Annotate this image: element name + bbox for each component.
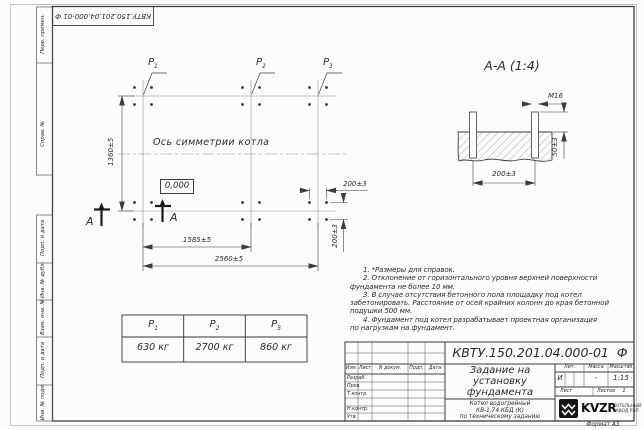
margin-label-inv-podl: Инв. № подл. xyxy=(40,383,47,421)
plan-view-lines xyxy=(94,73,368,271)
stamp-row-nkontr: Н.контр. xyxy=(347,407,369,412)
table-value-p2: 2700 кг xyxy=(195,342,234,353)
notes-block xyxy=(350,267,636,333)
note-line: забетонировать. Расстояние от осей крайних колонн до края бетонной xyxy=(350,299,609,308)
stamp-sheets-label: Листов xyxy=(597,388,615,394)
stamp-sheets-value: 1 xyxy=(622,388,626,394)
section-cut-marks xyxy=(94,199,171,226)
stamp-sheet-label: Лист xyxy=(560,388,573,394)
dim-1360: 1360±5 xyxy=(107,137,116,166)
stamp-row-razrab: Разраб. xyxy=(347,375,366,381)
table-value-p3: 860 кг xyxy=(260,342,292,353)
load-point-label-p1: $P_1$ xyxy=(148,57,158,70)
kvzr-logo-text: KVZR xyxy=(581,401,617,415)
dim-50: 50±3 xyxy=(551,137,560,157)
stamp-scale-value: 1:15 xyxy=(613,374,629,382)
stamp-col-ndoc: N докум. xyxy=(378,366,402,371)
section-letter-a1: А xyxy=(86,215,94,228)
margin-label-sprav-n: Справ. № xyxy=(40,121,47,147)
margin-label-vzam-inv: Взам. инв. № xyxy=(40,298,47,335)
bolt-thread-label: М16 xyxy=(548,92,563,100)
table-value-p1: 630 кг xyxy=(137,342,169,353)
stamp-row-utv: Утв. xyxy=(347,414,358,420)
stamp-mass-label: Масса xyxy=(588,365,604,370)
stamp-col-izm: Изм. xyxy=(345,366,358,371)
note-line: 3. В случае отсутствия бетонного пола площадку под котел xyxy=(363,290,582,299)
symmetry-axis-label: Ось симметрии котла xyxy=(153,137,270,148)
anchor-bolt-right xyxy=(532,112,539,158)
stamp-col-data: Дата xyxy=(428,366,442,371)
load-point-label-p2: $P_2$ xyxy=(256,57,266,70)
stamp-lit-value: И xyxy=(557,374,563,382)
dim-200-top: 200±3 xyxy=(343,180,367,188)
table-header-p3: $P_3$ xyxy=(271,319,281,332)
margin-label-perv-primen: Перв. примен. xyxy=(40,14,47,54)
stamp-product: Котел водогрейный КВ-1,74 КБД (К) по техническому заданию xyxy=(459,401,541,421)
load-point-label-p3: $P_3$ xyxy=(323,57,333,70)
dim-200-section: 200±3 xyxy=(492,170,516,178)
section-title: А-А (1:4) xyxy=(484,58,540,73)
stamp-col-podp: Подп. xyxy=(409,366,424,371)
note-line: 2. Отклонение от горизонтального уровня верхней поверхности xyxy=(363,274,598,283)
anchor-bolt-left xyxy=(470,112,477,158)
stamp-col-list: Лист xyxy=(358,366,372,371)
note-line: по нагрузкам на фундамент. xyxy=(350,324,455,333)
dim-2560: 2560±5 xyxy=(214,255,244,263)
stamp-row-prov: Пров. xyxy=(347,383,361,389)
stamp-title: Задание на установку фундамента xyxy=(466,365,534,398)
dim-1585: 1585±5 xyxy=(182,236,212,244)
note-line: подушки 500 мм. xyxy=(350,307,413,316)
stamp-row-tkontr: Т.контр. xyxy=(347,391,368,397)
kvzr-logo-caption: КОТЕЛЬНЫЙ ЗАВОД РЭП xyxy=(613,404,642,414)
margin-label-podp-data-2: Подп. и дата xyxy=(40,341,47,378)
table-header-p1: $P_1$ xyxy=(148,319,158,332)
margin-label-inv-dubl: Инв. № дубл. xyxy=(40,261,47,299)
section-letter-a2: А xyxy=(170,211,178,224)
note-line: фундамента не более 10 мм. xyxy=(350,282,455,291)
stamp-mass-value: - xyxy=(594,374,598,382)
stamp-lit-label: Лит. xyxy=(563,365,576,370)
doc-number-top: КВТУ.150.201.04.000-01 Ф xyxy=(55,12,151,20)
note-line: 4. Фундамент под котел разрабатывает проектная организация xyxy=(363,315,597,324)
note-line: 1. *Размеры для справок. xyxy=(363,266,455,274)
elevation-mark: 0,000 xyxy=(160,179,194,194)
format-note: Формат А3 xyxy=(586,421,620,428)
table-header-p2: $P_2$ xyxy=(209,319,220,332)
margin-label-podp-data-1: Подп. и дата xyxy=(40,219,47,256)
kvzr-logo-glyph xyxy=(559,399,578,418)
stamp-scale-label: Масштаб xyxy=(609,365,633,370)
kvzr-logo-mark xyxy=(559,399,578,418)
dim-200-right: 200±3 xyxy=(331,224,340,248)
doc-number-stamp: КВТУ.150.201.04.000-01 Ф xyxy=(452,345,628,360)
